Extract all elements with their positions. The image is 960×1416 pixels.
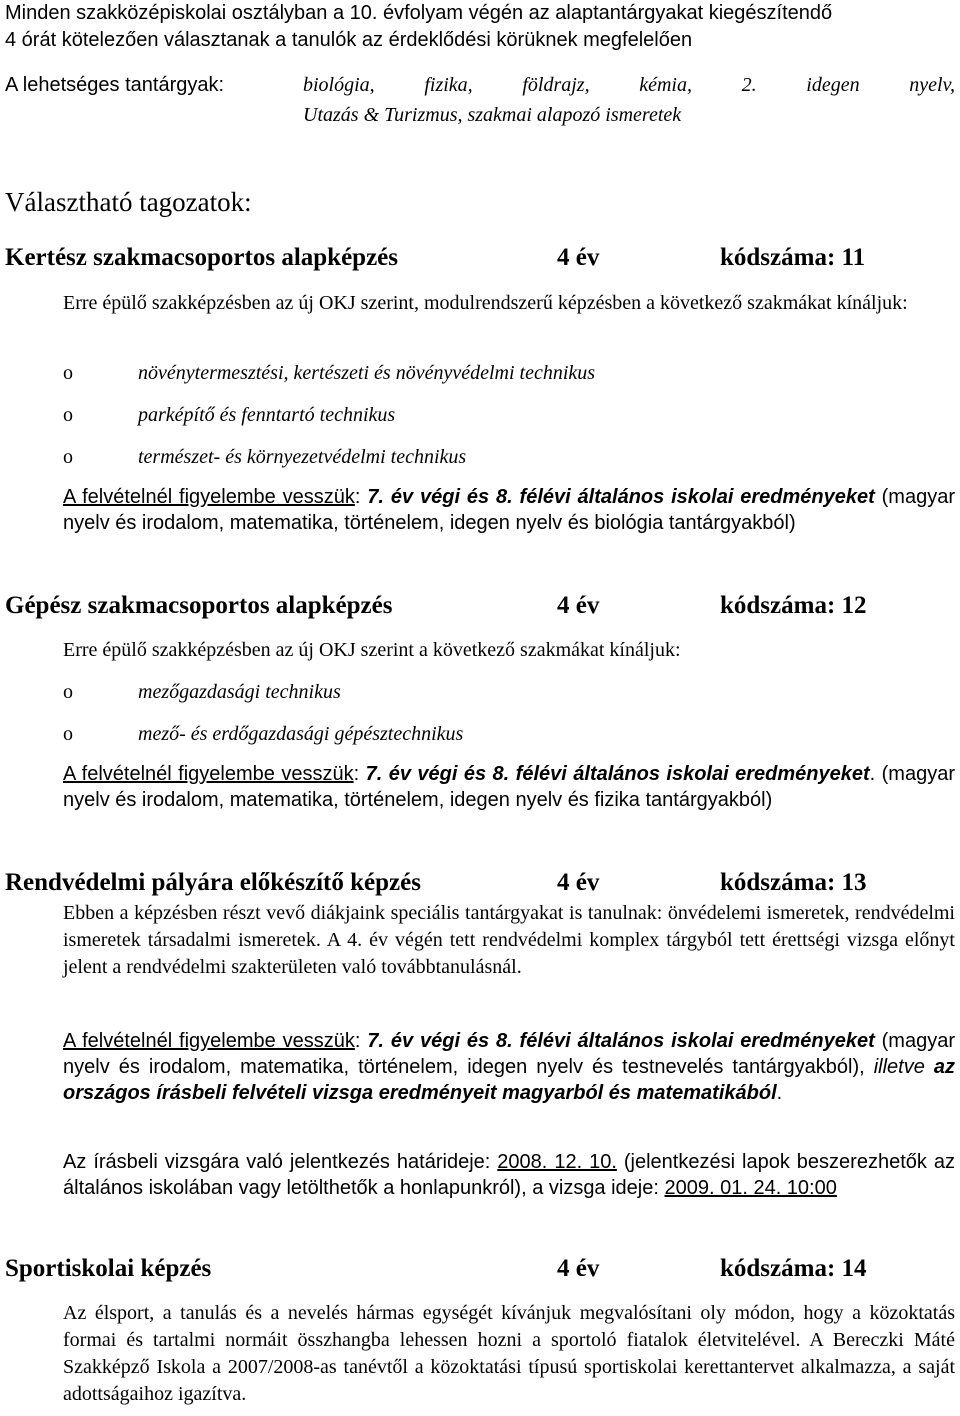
profession-list-kertesz: [63, 352, 955, 478]
exam-date: 2009. 01. 24. 10:00: [664, 1177, 837, 1199]
admission-results: 7. év végi és 8. félévi általános iskolai eredményeket: [365, 763, 870, 785]
admission-end: .: [776, 1082, 783, 1104]
section-years: 4 év: [557, 1255, 600, 1282]
subjects-list-line-1: biológia, fizika, földrajz, kémia, 2. idegen nyelv,: [303, 74, 955, 96]
profession-list-gepesz: [63, 671, 955, 755]
section-name: Kertész szakmacsoportos alapképzés: [5, 244, 398, 271]
admission-subjects: . (magyar nyelv és irodalom, matematika, történelem, idegen nyelv és fizika tantárgyakból): [63, 763, 955, 811]
admission-criteria-kertesz: [63, 484, 955, 536]
admission-exam: az országos írásbeli felvételi vizsga eredményeit magyarból és matematikából: [63, 1056, 956, 1104]
admission-colon: :: [354, 1030, 368, 1052]
intro-line-1: Minden szakközépiskolai osztályban a 10. évfolyam végén az alaptantárgyakat kiegészítendő: [5, 2, 833, 24]
section-intro-kertesz: Erre épülő szakképzésben az új OKJ szerint, modulrendszerű képzésben a következő szakmákat kínáljuk:: [63, 292, 908, 314]
bullet-mark: o: [63, 404, 73, 426]
intro-paragraph: [5, 0, 955, 54]
admission-colon: :: [354, 486, 368, 508]
bullet-mark: o: [63, 446, 73, 468]
list-item-text: növénytermesztési, kertészeti és növényvédelmi technikus: [138, 362, 596, 384]
list-item: [63, 394, 955, 436]
section-name: Rendvédelmi pályára előkészítő képzés: [5, 869, 421, 896]
section-code: kódszáma: 13: [720, 869, 867, 896]
admission-subjects: (magyar nyelv és irodalom, matematika, történelem, idegen nyelv és biológia tantárgyakból): [63, 486, 955, 534]
section-years: 4 év: [557, 592, 600, 619]
list-item-text: mező- és erdőgazdasági gépésztechnikus: [138, 723, 464, 745]
list-item: [63, 352, 955, 394]
section-intro-sportiskolai: Az élsport, a tanulás és a nevelés hármas egységét kívánjuk megvalósítani oly módon, hogy a közoktatás formai és tartalmi normáit összhangba lehessen hozni a sportoló fiatalok életvitelével. A Bereczki Máté Szakképző Iskola a 2007/2008-as tanévtől a közoktatási típusú sportiskolai kerettantervet alkalmazza, a saját adottságaihoz igazítva.: [63, 1302, 955, 1405]
admission-colon: :: [353, 763, 366, 785]
list-item: [63, 671, 955, 713]
admission-label: A felvételnél figyelembe vesszük: [63, 763, 354, 785]
section-code: kódszáma: 14: [720, 1255, 867, 1282]
admission-results: 7. év végi és 8. félévi általános iskolai eredményeket: [367, 1030, 875, 1052]
list-item-text: parképítő és fenntartó technikus: [138, 404, 396, 426]
bullet-mark: o: [63, 681, 73, 703]
list-item-text: mezőgazdasági technikus: [138, 681, 341, 703]
section-years: 4 év: [557, 244, 600, 271]
deadline-date: 2008. 12. 10.: [497, 1151, 617, 1173]
section-intro-gepesz: Erre épülő szakképzésben az új OKJ szerint a következő szakmákat kínáljuk:: [63, 639, 681, 661]
section-name: Sportiskolai képzés: [5, 1255, 212, 1282]
application-deadline: [63, 1149, 955, 1201]
admission-label: A felvételnél figyelembe vesszük: [63, 486, 355, 508]
deadline-intro: Az írásbeli vizsgára való jelentkezés határideje:: [63, 1151, 498, 1173]
admission-results: 7. év végi és 8. félévi általános iskolai eredményeket: [367, 486, 875, 508]
subjects-list-line-2: Utazás & Turizmus, szakmai alapozó ismeretek: [303, 104, 682, 126]
admission-subjects: (magyar nyelv és irodalom, matematika, történelem, idegen nyelv és testnevelés tantárgyakból),: [63, 1030, 955, 1078]
tracks-heading: Választható tagozatok:: [5, 187, 252, 217]
admission-label: A felvételnél figyelembe vesszük: [63, 1030, 355, 1052]
deadline-details: (jelentkezési lapok beszerezhetők az általános iskolában vagy letölthetők a honlapunkról), a vizsga ideje:: [63, 1151, 955, 1199]
admission-connector: illetve: [864, 1056, 934, 1078]
admission-criteria-gepesz: [63, 761, 955, 813]
section-code: kódszáma: 11: [720, 244, 866, 271]
section-name: Gépész szakmacsoportos alapképzés: [5, 592, 393, 619]
section-intro-rendvedelmi: Ebben a képzésben részt vevő diákjaink speciális tantárgyakat is tanulnak: önvédelemi ismeretek, rendvédelmi ismeretek társadalmi ismeretek. A 4. év végén tett rendvédelmi komplex tárgyból tett érettségi vizsga előnyt jelent a rendvédelmi szakterületen való továbbtanulásnál.: [63, 902, 955, 978]
subjects-label: A lehetséges tantárgyak:: [5, 74, 225, 96]
list-item: [63, 436, 955, 478]
list-item-text: természet- és környezetvédelmi technikus: [138, 446, 467, 468]
bullet-mark: o: [63, 362, 73, 384]
list-item: [63, 713, 955, 755]
bullet-mark: o: [63, 723, 73, 745]
section-years: 4 év: [557, 869, 600, 896]
section-code: kódszáma: 12: [720, 592, 867, 619]
intro-line-2: 4 órát kötelezően választanak a tanulók az érdeklődési körüknek megfelelően: [5, 29, 693, 51]
admission-criteria-rendvedelmi: [63, 1028, 955, 1106]
